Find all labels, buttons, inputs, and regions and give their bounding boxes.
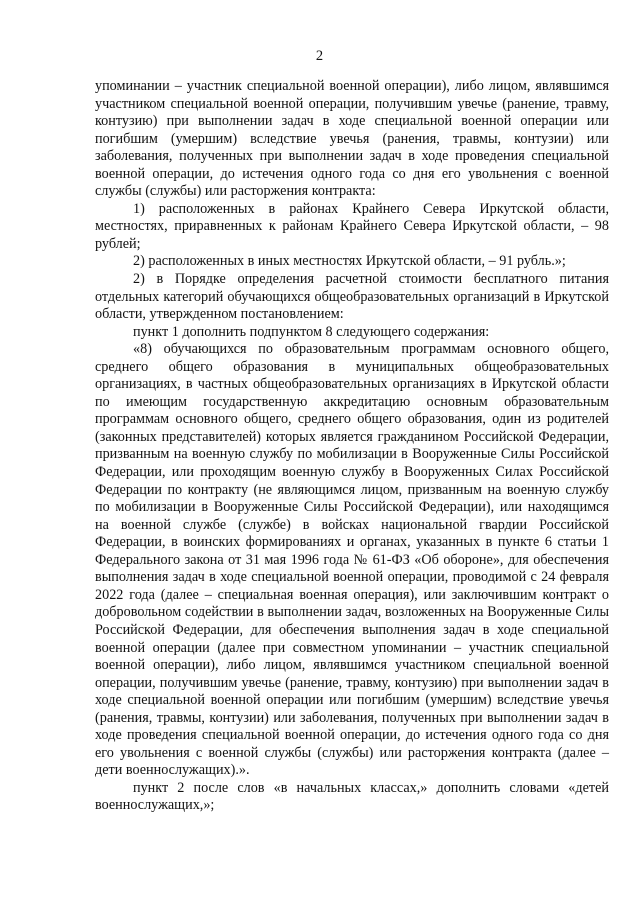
document-body [95, 78, 609, 815]
page-number: 2 [315, 48, 324, 64]
paragraph-point-2: пункт 2 после слов «в начальных классах,» дополнить словами «детей военнослужащих,»; [95, 779, 609, 814]
paragraph-item-2-other-areas: 2) расположенных в иных местностях Иркутской области, – 91 рубль.»; [133, 253, 566, 270]
paragraph-item-1-far-north: 1) расположенных в районах Крайнего Севера Иркутской области, местностях, приравненных к районам Крайнего Севера Иркутской области, – 98 рублей; [95, 200, 609, 252]
paragraph-point-1: пункт 1 дополнить подпунктом 8 следующего содержания: [133, 323, 490, 340]
paragraph-amendment-2: 2) в Порядке определения расчетной стоимости бесплатного питания отдельных категорий обучающихся общеобразовательных организаций в Иркутской области, утвержденном постановлением: [95, 271, 609, 323]
paragraph-subpoint-8: «8) обучающихся по образовательным программам основного общего, среднего общего образования в муниципальных общеобразовательных организациях, в частных общеобразовательных организациях в Иркутской области по имеющим государственную аккредитацию основным образовательным программам основного общего, среднего общего образования, один из родителей (законных представителей) которых является гражданином Российской Федерации, призванным на военную службу по мобилизации в Вооруженные Силы Российской Федерации, или проходящим военную службу в Вооруженных Силах Российской Федерации по контракту (не являющимся лицом, призванным на военную службу по мобилизации в Вооруженные Силы Российской Федерации), или находящимся на военной службе (службе) в войсках национальной гвардии Российской Федерации, в воинских формированиях и органах, указанных в пункте 6 статьи 1 Федерального закона от 31 мая 1996 года № 61-ФЗ «Об обороне», для обеспечения выполнения задач в ходе специальной военной операции, проводимой с 24 февраля 2022 года (далее – специальная военная операция), или заключившим контракт о добровольном содействии в выполнении задач, возложенных на Вооруженные Силы Российской Федерации, для обеспечения выполнения задач в ходе специальной военной операции (далее при совместном упоминании – участник специальной военной операции), либо лицом, являвшимся участником специальной военной операции, получившим увечье (ранение, травму, контузию) при выполнении задач в ходе специальной военной операции или погибшим (умершим) вследствие увечья (ранения, травмы, контузии) или заболевания, полученных при выполнении задач в ходе проведения специальной военной операции, до истечения одного года со дня его увольнения с военной службы (службы) или расторжения контракта (далее – дети военнослужащих).». [95, 341, 609, 779]
paragraph-continuation: упоминании – участник специальной военной операции), либо лицом, являвшимся участником специальной военной операции, получившим увечье (ранение, травму, контузию) при выполнении задач в ходе специальной военной операции или погибшим (умершим) вследствие увечья (ранения, травмы, контузии) или заболевания, полученных при выполнении задач в ходе проведения специальной военной операции, до истечения одного года со дня его увольнения с военной службы (службы) или расторжения контракта: [95, 78, 609, 200]
